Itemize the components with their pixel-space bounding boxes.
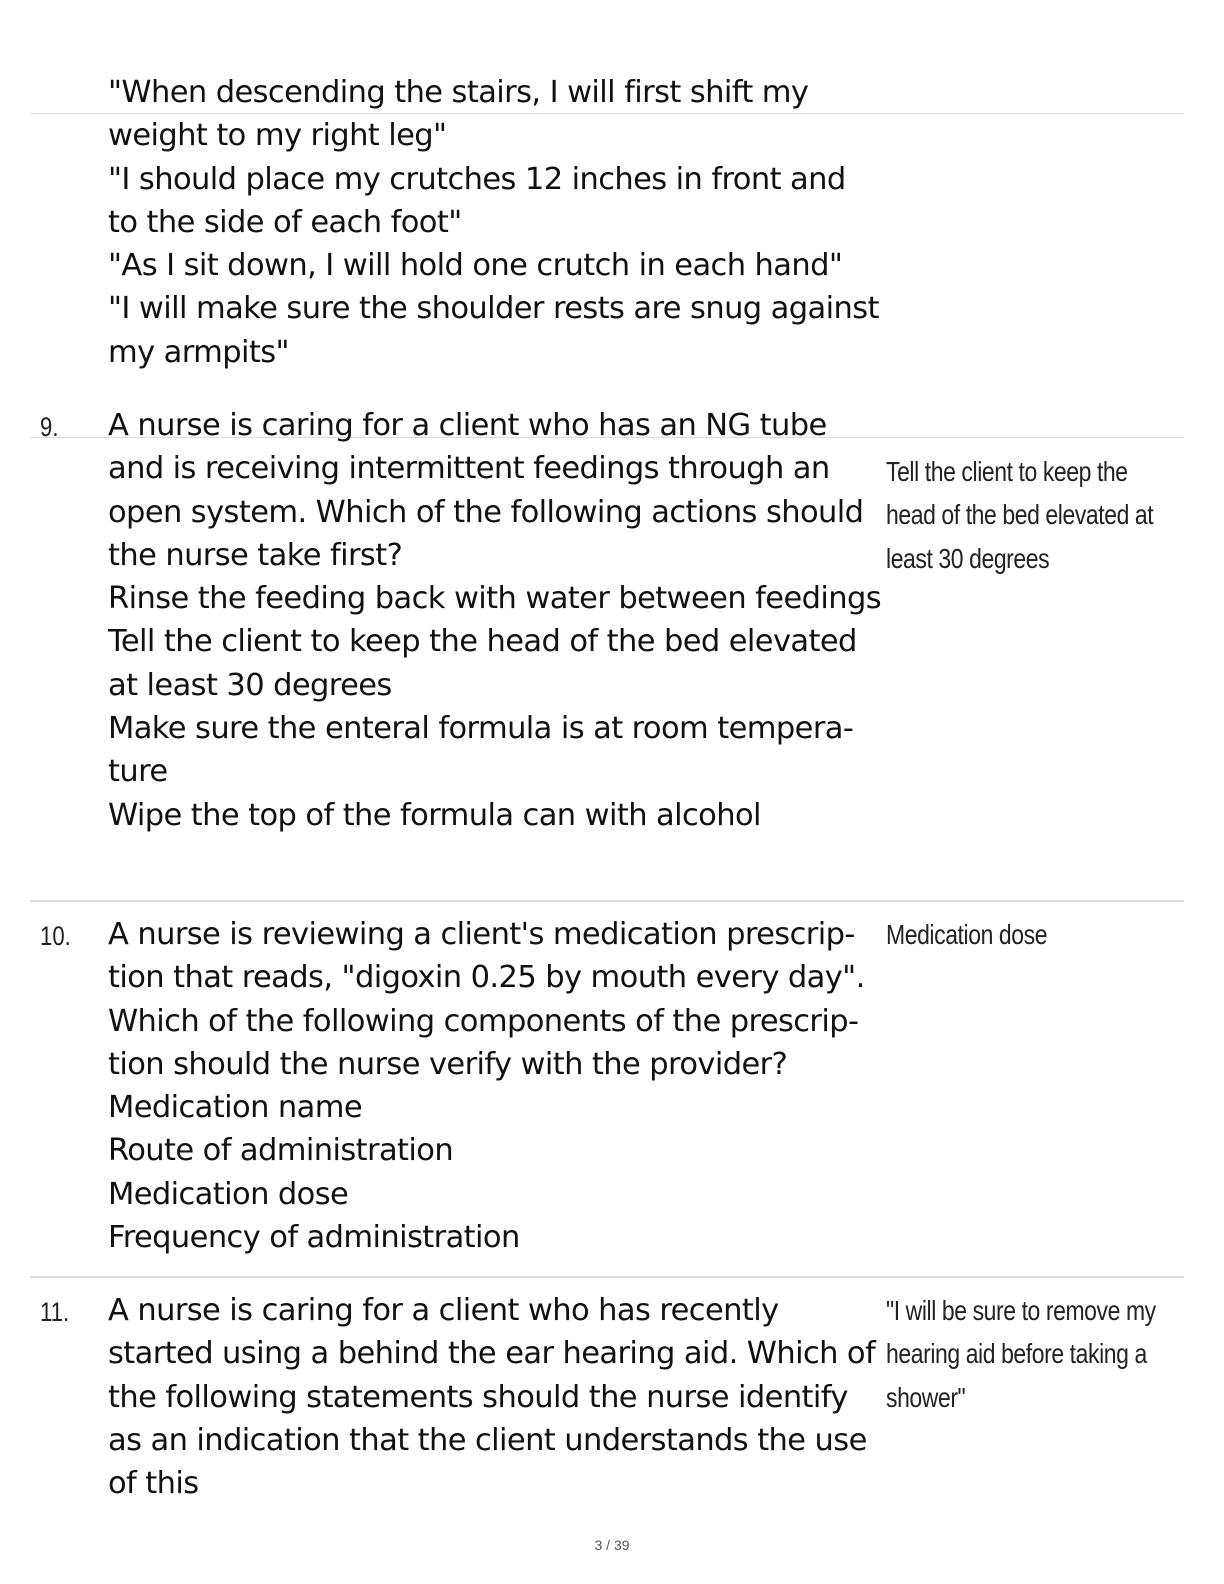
option: Frequency of administration: [108, 1220, 520, 1256]
answer-line: Tell the client to keep the: [886, 456, 1128, 487]
question-9: [108, 404, 883, 837]
option: Medication dose: [108, 1176, 349, 1212]
option: "When descending the stairs, I will first shift my weight to my right leg": [108, 75, 809, 154]
question-number: 11.: [40, 1297, 70, 1327]
row-divider: [30, 1276, 1184, 1278]
question-11: [108, 1289, 883, 1505]
option: Medication name: [108, 1090, 362, 1126]
question-10: [108, 913, 883, 1259]
question-number: 10.: [40, 921, 71, 951]
answer-line: hearing aid before taking a: [886, 1338, 1147, 1370]
option: Route of administration: [108, 1133, 454, 1169]
option: Tell the client to keep the head of the bed elevated at least 30 degrees: [108, 624, 857, 703]
answer-line: Medication dose: [886, 919, 1048, 950]
option: Rinse the feeding back with water between feedings: [108, 581, 882, 617]
answer-line: head of the bed elevated at: [886, 499, 1154, 531]
answer-line: least 30 degrees: [886, 542, 1050, 574]
option: Wipe the top of the formula can with alcohol: [108, 797, 761, 833]
answer: [886, 913, 1157, 956]
question-stem: A nurse is caring for a client who has an NG tube and is receiving intermittent feedings through an open system. Which of the following actions should the nurse take first?: [108, 408, 864, 573]
row-divider: [30, 900, 1184, 902]
answer: [886, 450, 1157, 580]
option: "I will make sure the shoulder rests are snug against my armpits": [108, 291, 879, 370]
answer: [886, 1289, 1157, 1419]
answer-line: "I will be sure to remove my: [886, 1295, 1156, 1326]
question-stem: A nurse is caring for a client who has recently started using a behind the ear hearing aid. Which of the following statements should the nurse identify as an indication that the client understands the use of this: [108, 1293, 876, 1502]
option: "I should place my crutches 12 inches in front and to the side of each foot": [108, 161, 846, 240]
question-stem: A nurse is reviewing a client's medication prescrip-tion that reads, "digoxin 0.25 by mouth every day". Which of the following components of the prescrip-tion should the nurse verify with the provider?: [108, 917, 865, 1082]
question-8-continuation: [108, 71, 883, 374]
option: Make sure the enteral formula is at room tempera-ture: [108, 711, 854, 790]
question-number: 9.: [40, 412, 59, 442]
page-number: 3 / 39: [594, 1537, 630, 1553]
option: "As I sit down, I will hold one crutch in each hand": [108, 248, 843, 284]
answer-line: shower": [886, 1381, 966, 1413]
